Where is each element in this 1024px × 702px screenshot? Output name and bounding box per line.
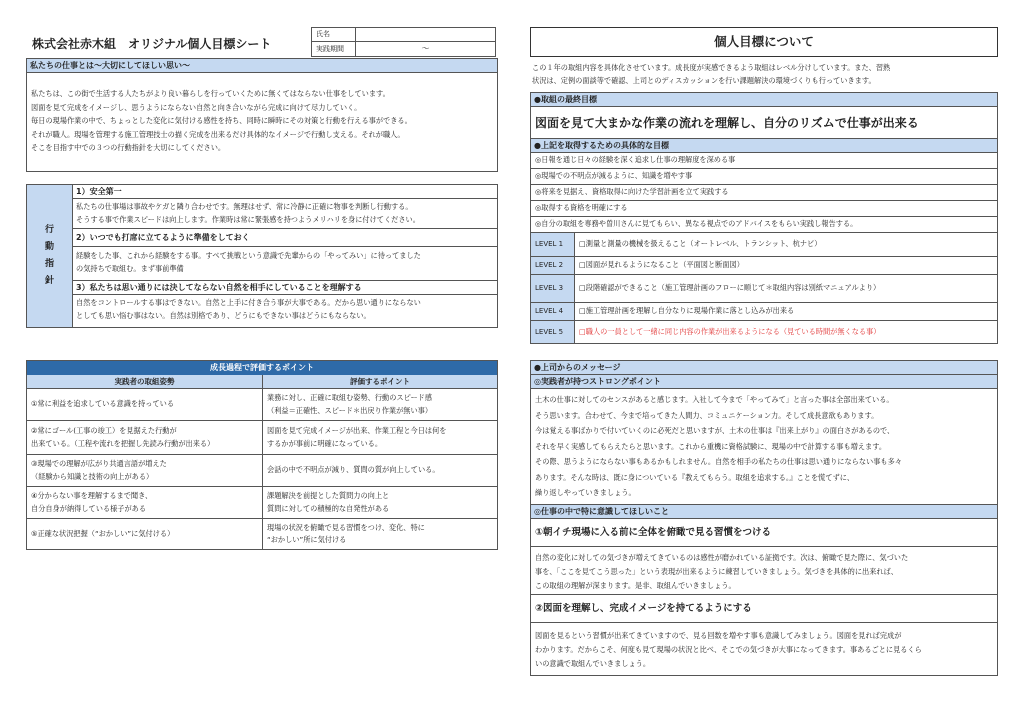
intro-line: 図面を見て完成をイメージし、思うようにならない自然と向き合いながら完成に向けて尽力していく。: [31, 102, 362, 112]
final-goal-text: 図面を見て大まかな作業の流れを理解し、自分のリズムで仕事が出来る: [531, 107, 997, 139]
policy-text: 自然をコントロールする事はできない。自然と上手に付き合う事が大事である。だから思い通りにならない: [76, 298, 421, 307]
growth-title: 成長過程で評価するポイント: [27, 361, 497, 375]
intro-line: そこを目指す中での３つの行動指針を大切にしてください。: [31, 143, 226, 152]
right-title: 個人目標について: [714, 34, 814, 49]
strong-point-label: ◎実践者が持つストロングポイント: [531, 375, 997, 389]
table-row: ①常に利益を追求している意識を持っている: [27, 389, 263, 421]
level-4-item[interactable]: □施工管理計画を理解し自分なりに現場作業に落とし込みが出来る: [575, 303, 997, 321]
policy-title-3: 3）私たちは思い通りには決してならない自然を相手にしていることを理解する: [73, 281, 497, 295]
level-2-label: LEVEL 2: [531, 257, 575, 275]
policy-text: そうする事で作業スピードは向上します。作業時は常に緊張感を持つようメリハリを身に付けてください。: [76, 214, 420, 224]
sheet-title: 株式会社赤木組 オリジナル個人目標シート: [32, 37, 272, 51]
strong-line: 繰り返しやっていきましょう。: [535, 488, 636, 497]
policy-side-label: 行 動 指 針: [27, 185, 73, 327]
goal-box: [530, 92, 998, 344]
strong-line: それを早く実感してもらえたらと思います。これから重機に資格試験に、現場の中で計算する事も増えます。: [535, 441, 887, 451]
focus-1-title: ①朝イチ現場に入る前に全体を俯瞰で見る習慣をつける: [531, 519, 997, 547]
level-5-item[interactable]: □職人の一員として一緒に同じ内容の作業が出来るようになる（見ている時間が無くなる事）: [579, 326, 881, 336]
level-1-item[interactable]: □測量と測量の機械を扱えること（オートレベル、トランシット、杭ナビ）: [575, 233, 997, 257]
specific-goal-item: ◎取得する資格を明確にする: [531, 201, 997, 217]
name-field[interactable]: [356, 28, 495, 42]
table-row: ②常にゴール(工事の竣工）を見据えた行動が 出来ている。（工程や流れを把握し先読み行動が出来る）: [27, 421, 263, 455]
name-label: 氏名: [312, 28, 356, 42]
specific-goal-item: ◎自分の取組を専務や曽川さんに見てもらい、異なる視点でのアドバイスをもらい実践し報告する。: [531, 217, 997, 233]
message-box: [530, 360, 998, 676]
focus-1-line: 自然の変化に対しての気づきが増えてきているのは感性が磨かれている証拠です。次は、俯瞰で見た際に、気づいた: [535, 553, 909, 562]
policy-text: 経験をした事、これから経験をする事。すべて挑戦という意識で先輩からの「やってみい」に待ってました: [76, 251, 421, 260]
growth-table: 成長過程で評価するポイント 実践者の取組姿勢 評価するポイント ①常に利益を追求している意識を持っている 業務に対し、正確に取組む姿勢、行動のスピード感 （利益＝正確性、スピード＊出戻り作業が無い事） ②常にゴール(工事の竣工）を見据えた行動が 出来ている。（工程や流れを把握し先読み行動が出来る） 図面を見て完成イメージが出来、作業工程と今日は何を するかが事前に明確になっている。 ③現場での理解が広がり共通言語が増えた （経験から知識と技術の向上がある） 会話の中で不明点が減り、質問の質が向上している。 ④分からない事を理解するまで聞き、 自分自身が納得している様子がある 課題解決を前提とした質問力の向上と 質問に対しての積極的な自発性がある ⑤正確な状況把握（“おかしい”に気付ける） 現場の状況を俯瞰で見る習慣をつけ、変化、特に “おかしい”所に気付ける: [26, 360, 498, 550]
level-3-label: LEVEL 3: [531, 275, 575, 303]
focus-2-line: いの意識で取組んでいきましょう。: [535, 659, 651, 668]
strong-line: そう思います。合わせて、今まで培ってきた人間力、コミュニケーション力。そして成長意欲もあります。: [535, 410, 879, 420]
focus-1-line: この取組の理解が深まります。是非、取組んでいきましょう。: [535, 581, 736, 590]
right-title-box: [530, 27, 998, 57]
level-3-item[interactable]: □段階確認ができること（施工管理計画のフローに順じて＊取組内容は別紙マニュアルより）: [575, 275, 997, 303]
policy-title-2: 2）いつでも打席に立てるように準備をしておく: [73, 229, 497, 247]
table-row: ⑤正確な状況把握（“おかしい”に気付ける）: [27, 519, 263, 549]
intro-line: それが職人。現場を管理する施工管理技士の描く完成を出来るだけ具体的なイメージで行動し支える。それが職人。: [31, 129, 405, 139]
focus-2-line: 図面を見るという習慣が出来てきていますので、見る回数を増やす事も意識してみましょう。図面を見れば完成が: [535, 631, 902, 640]
level-4-label: LEVEL 4: [531, 303, 575, 321]
policy-text: の気持ちで取組む。まず事前準備: [76, 263, 184, 273]
period-label: 実践期間: [312, 42, 356, 56]
right-intro-line: この１年の取組内容を具体化させています。成長度が実感できるよう取組はレベル分けしています。また、習熟: [532, 63, 891, 72]
specific-goal-item: ◎現場での不明点が減るように、知識を増やす事: [531, 169, 997, 185]
policy-text: 私たちの仕事場は事故やケガと隣り合わせです。無理はせず、常に冷静に正確に物事を判断し行動する。: [76, 202, 413, 211]
table-row: ③現場での理解が広がり共通言語が増えた （経験から知識と技術の向上がある）: [27, 455, 263, 487]
specific-goal-item: ◎日報を通じ日々の経験を深く追求し仕事の理解度を深める事: [531, 153, 997, 169]
level-2-item[interactable]: □図面が見れるようになること（平面図と断面図）: [575, 257, 997, 275]
intro-line: 毎日の現場作業の中で、ちょっとした変化に気付ける感性を持ち、同時に瞬時にその対策と行動を行える事ができる。: [31, 116, 412, 125]
focus-2-line: わかります。だからこそ、何度も見て現場の状況と比べ、そこでの気づきが大事になってきます。事あるごとに見るくら: [535, 645, 922, 654]
intro-heading: 私たちの仕事とは〜大切にしてほしい思い〜: [27, 59, 497, 73]
focus-label: ◎仕事の中で特に意識してほしいこと: [531, 505, 997, 519]
policy-box: [26, 184, 498, 328]
intro-box: [26, 58, 498, 172]
period-field[interactable]: 〜: [421, 44, 430, 53]
focus-2-title: ②図面を理解し、完成イメージを持てるようにする: [531, 595, 997, 623]
level-1-label: LEVEL 1: [531, 233, 575, 257]
specific-goals-label: ●上記を取得するための具体的な目標: [531, 139, 997, 153]
strong-line: その際、思うようにならない事もあるかもしれません。自然を相手の私たちの仕事は思い通りにならない事も多々: [535, 457, 903, 466]
strong-line: 今は覚える事ばかりで付いていくのに必死だと思いますが、土木の仕事は『出来上がり』の面白さがあるので、: [535, 426, 895, 435]
right-intro-line: 状況は、定例の面談等で確認、上司とのディスカッションを行い課題解決の環境づくりも行っていきます。: [532, 76, 876, 85]
strong-line: あります。そんな時は、既に身についている『教えてもらう。取組を追求する。』ことを慌てずに、: [535, 472, 855, 482]
policy-text: としても思い悩む事はない。自然は別格であり、どうにもできない事はどうにもならない。: [76, 310, 371, 320]
focus-1-line: 事を、「ここを見てこう思った」という表現が出来るように練習していきましょう。気づきを具体的に出来れば、: [535, 567, 898, 576]
intro-line: 私たちは、この街で生活する人たちがより良い暮らしを行っていくために無くてはならない仕事をしています。: [31, 89, 390, 98]
growth-col2-header: 評価するポイント: [263, 375, 497, 389]
level-5-label: LEVEL 5: [531, 321, 575, 343]
final-goal-label: ●取組の最終目標: [531, 93, 997, 107]
policy-title-1: 1）安全第一: [73, 185, 497, 199]
header-info-box: [311, 27, 496, 57]
strong-line: 土木の仕事に対してのセンスがあると感じます。入社して今まで「やってみて」と言った事は全部出来ている。: [535, 395, 894, 404]
table-row: ④分からない事を理解するまで聞き、 自分自身が納得している様子がある: [27, 487, 263, 519]
growth-col1-header: 実践者の取組姿勢: [27, 375, 263, 389]
message-label: ●上司からのメッセージ: [531, 361, 997, 375]
specific-goal-item: ◎将来を見据え、資格取得に向けた学習計画を立て実践する: [531, 185, 997, 201]
